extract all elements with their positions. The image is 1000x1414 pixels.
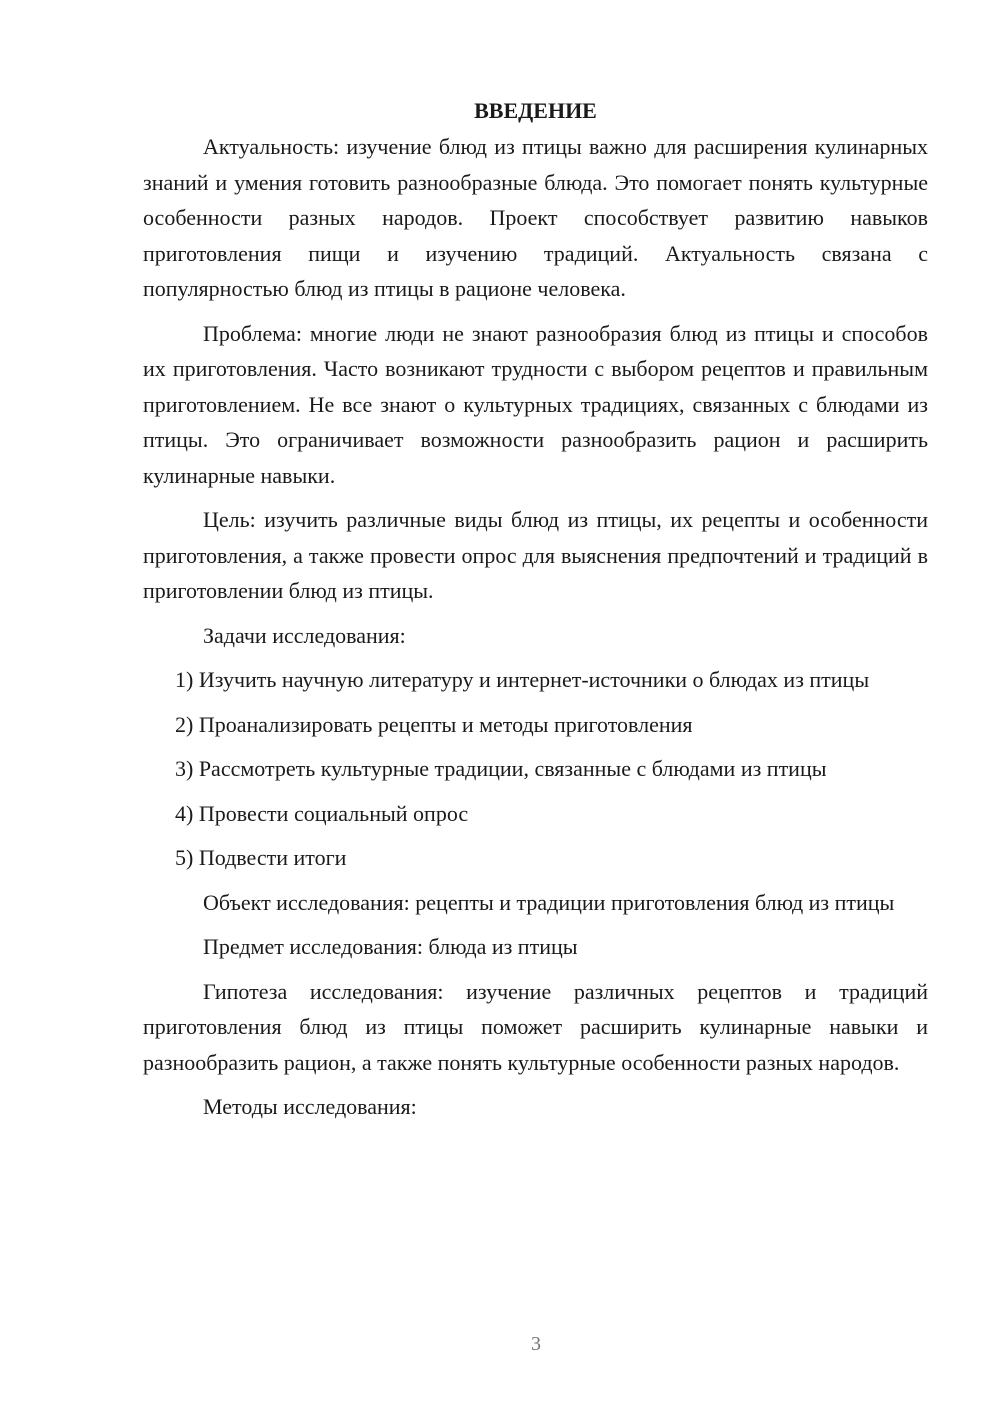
task-item: 1) Изучить научную литературу и интернет-источники о блюдах из птицы: [175, 667, 870, 692]
task-item: 5) Подвести итоги: [175, 845, 347, 870]
goal-paragraph: Цель: изучить различные виды блюд из птицы, их рецепты и особенности приготовления, а также провести опрос для выяснения предпочтений и традиций в приготовлении блюд из птицы.: [143, 507, 928, 603]
hypothesis-paragraph: Гипотеза исследования: изучение различных рецептов и традиций приготовления блюд из птицы поможет расширить кулинарные навыки и разнообразить рацион, а также понять культурные особенности разных народов.: [143, 978, 928, 1075]
methods-heading: Методы исследования:: [203, 1094, 417, 1119]
tasks-heading: Задачи исследования:: [203, 622, 406, 648]
relevance-paragraph: Актуальность: изучение блюд из птицы важно для расширения кулинарных знаний и умения готовить разнообразные блюда. Это помогает понять культурные особенности разных народов. Проект способствует развитию навыков приготовления пищи и изучению традиций. Актуальность связана с популярностью блюд из птицы в рационе человека.: [143, 134, 928, 301]
page-content: [143, 96, 928, 1134]
subject-paragraph: Предмет исследования: блюда из птицы: [203, 934, 578, 959]
task-item: 3) Рассмотреть культурные традиции, связанные с блюдами из птицы: [175, 756, 827, 781]
page-title: ВВЕДЕНИЕ: [474, 98, 597, 123]
task-item: 4) Провести социальный опрос: [175, 800, 469, 826]
problem-paragraph: Проблема: многие люди не знают разнообразия блюд из птицы и способов их приготовления. Часто возникают трудности с выбором рецептов и правильным приготовлением. Не все знают о культурных традициях, связанных с блюдами из птицы. Это ограничивает возможности разнообразить рацион и расширить кулинарные навыки.: [143, 320, 928, 488]
page-number: 3: [531, 1333, 541, 1355]
task-item: 2) Проанализировать рецепты и методы приготовления: [175, 711, 693, 737]
object-paragraph: Объект исследования: рецепты и традиции приготовления блюд из птицы: [203, 889, 895, 915]
